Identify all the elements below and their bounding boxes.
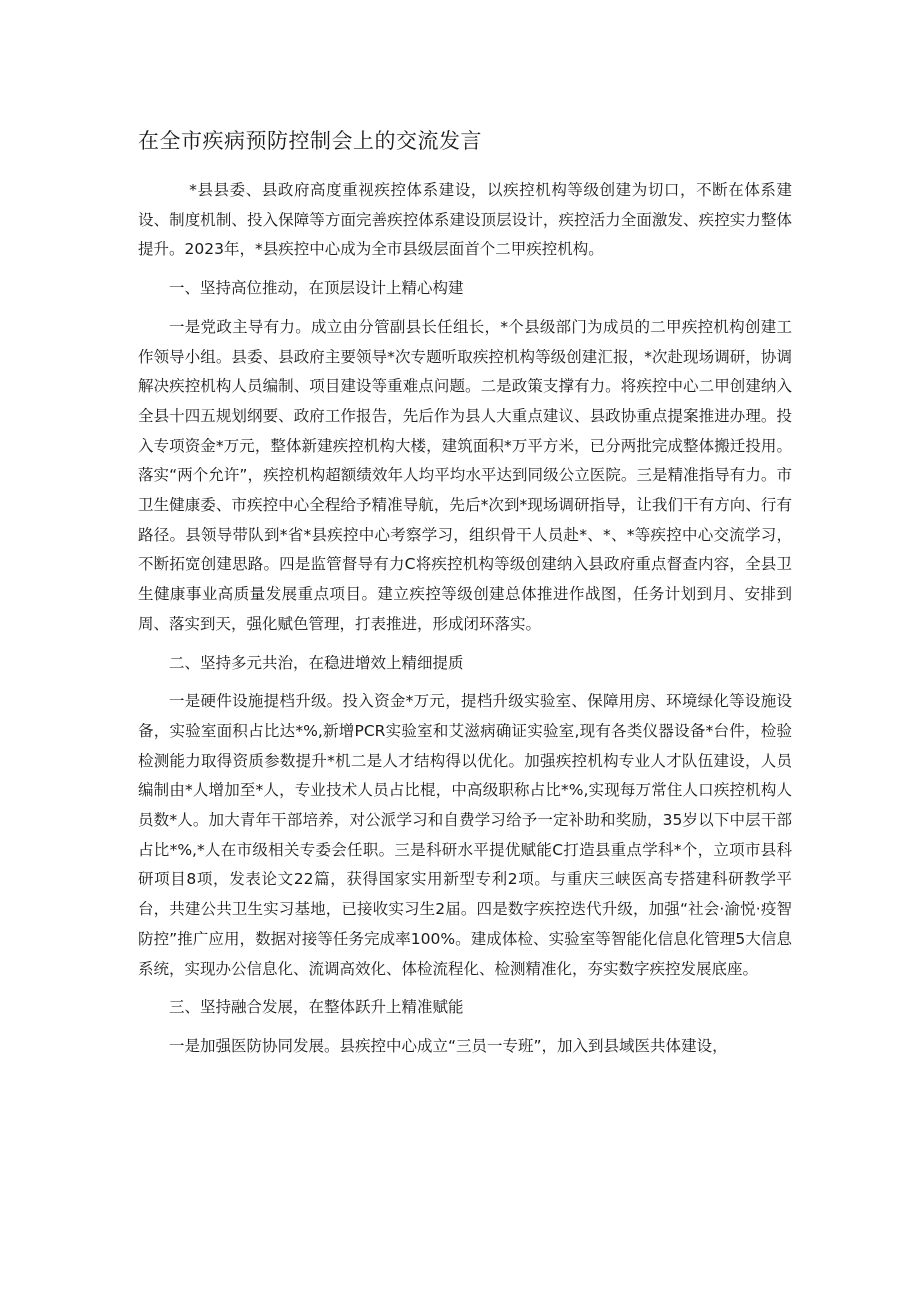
intro-paragraph: *县县委、县政府高度重视疾控体系建设，以疾控机构等级创建为切口，不断在体系建设、制度机制、投入保障等方面完善疾控体系建设顶层设计，疾控活力全面激发、疾控实力整体提升。2023年，*县疾控中心成为全市县级层面首个二甲疾控机构。	[138, 181, 792, 259]
document-title: 在全市疾病预防控制会上的交流发言	[138, 129, 482, 153]
section-3-heading: 三、坚持融合发展，在整体跃升上精准赋能	[169, 998, 464, 1017]
section-2-heading: 二、坚持多元共治，在稳进增效上精细提质	[169, 653, 464, 672]
section-1-body: 一是党政主导有力。成立由分管副县长任组长，*个县级部门为成员的二甲疾控机构创建工作领导小组。县委、县政府主要领导*次专题听取疾控机构等级创建汇报，*次赴现场调研，协调解决疾控机构人员编制、项目建设等重难点问题。二是政策支撑有力。将疾控中心二甲创建纳入全县十四五规划纲要、政府工作报告，先后作为县人大重点建议、县政协重点提案推进办理。投入专项资金*万元，整体新建疾控机构大楼，建筑面积*万平方米，已分两批完成整体搬迁投用。落实“两个允许”，疾控机构超额绩效年人均平均水平达到同级公立医院。三是精准指导有力。市卫生健康委、市疾控中心全程给予精准导航，先后*次到*现场调研指导，让我们干有方向、行有路径。县领导带队到*省*县疾控中心考察学习，组织骨干人员赴*、*、*等疾控中心交流学习，不断拓宽创建思路。四是监管督导有力C将疾控机构等级创建纳入县政府重点督查内容，全县卫生健康事业高质量发展重点项目。建立疾控等级创建总体推进作战图，任务计划到月、安排到周、落实到天，强化赋色管理，打表推进，形成闭环落实。	[138, 317, 792, 633]
section-3-body: 一是加强医防协同发展。县疾控中心成立“三员一专班”，加入到县域医共体建设，	[169, 1036, 728, 1055]
section-1-heading: 一、坚持高位推动，在顶层设计上精心构建	[169, 279, 464, 298]
section-2-body: 一是硬件设施提档升级。投入资金*万元，提档升级实验室、保障用房、环境绿化等设施设备，实验室面积占比达*%,新增PCR实验室和艾滋病确证实验室,现有各类仪器设备*台件，检验检测能力取得资质参数提升*机二是人才结构得以优化。加强疾控机构专业人才队伍建设，人员编制由*人增加至*人，专业技术人员占比棍，中高级职称占比*%,实现每万常住人口疾控机构人员数*人。加大青年干部培养，对公派学习和自费学习给予一定补助和奖励，35岁以下中层干部占比*%,*人在市级相关专委会任职。三是科研水平提优赋能C打造县重点学科*个，立项市县科研项目8项，发表论文22篇，获得国家实用新型专利2项。与重庆三峡医高专搭建科研教学平台，共建公共卫生实习基地，已接收实习生2届。四是数字疾控迭代升级，加强“社会·渝悦·疫智防控”推广应用，数据对接等任务完成率100%。建成体检、实验室等智能化信息化管理5大信息系统，实现办公信息化、流调高效化、体检流程化、检测精准化，夯实数字疾控发展底座。	[138, 692, 792, 978]
document-body	[138, 176, 792, 1062]
